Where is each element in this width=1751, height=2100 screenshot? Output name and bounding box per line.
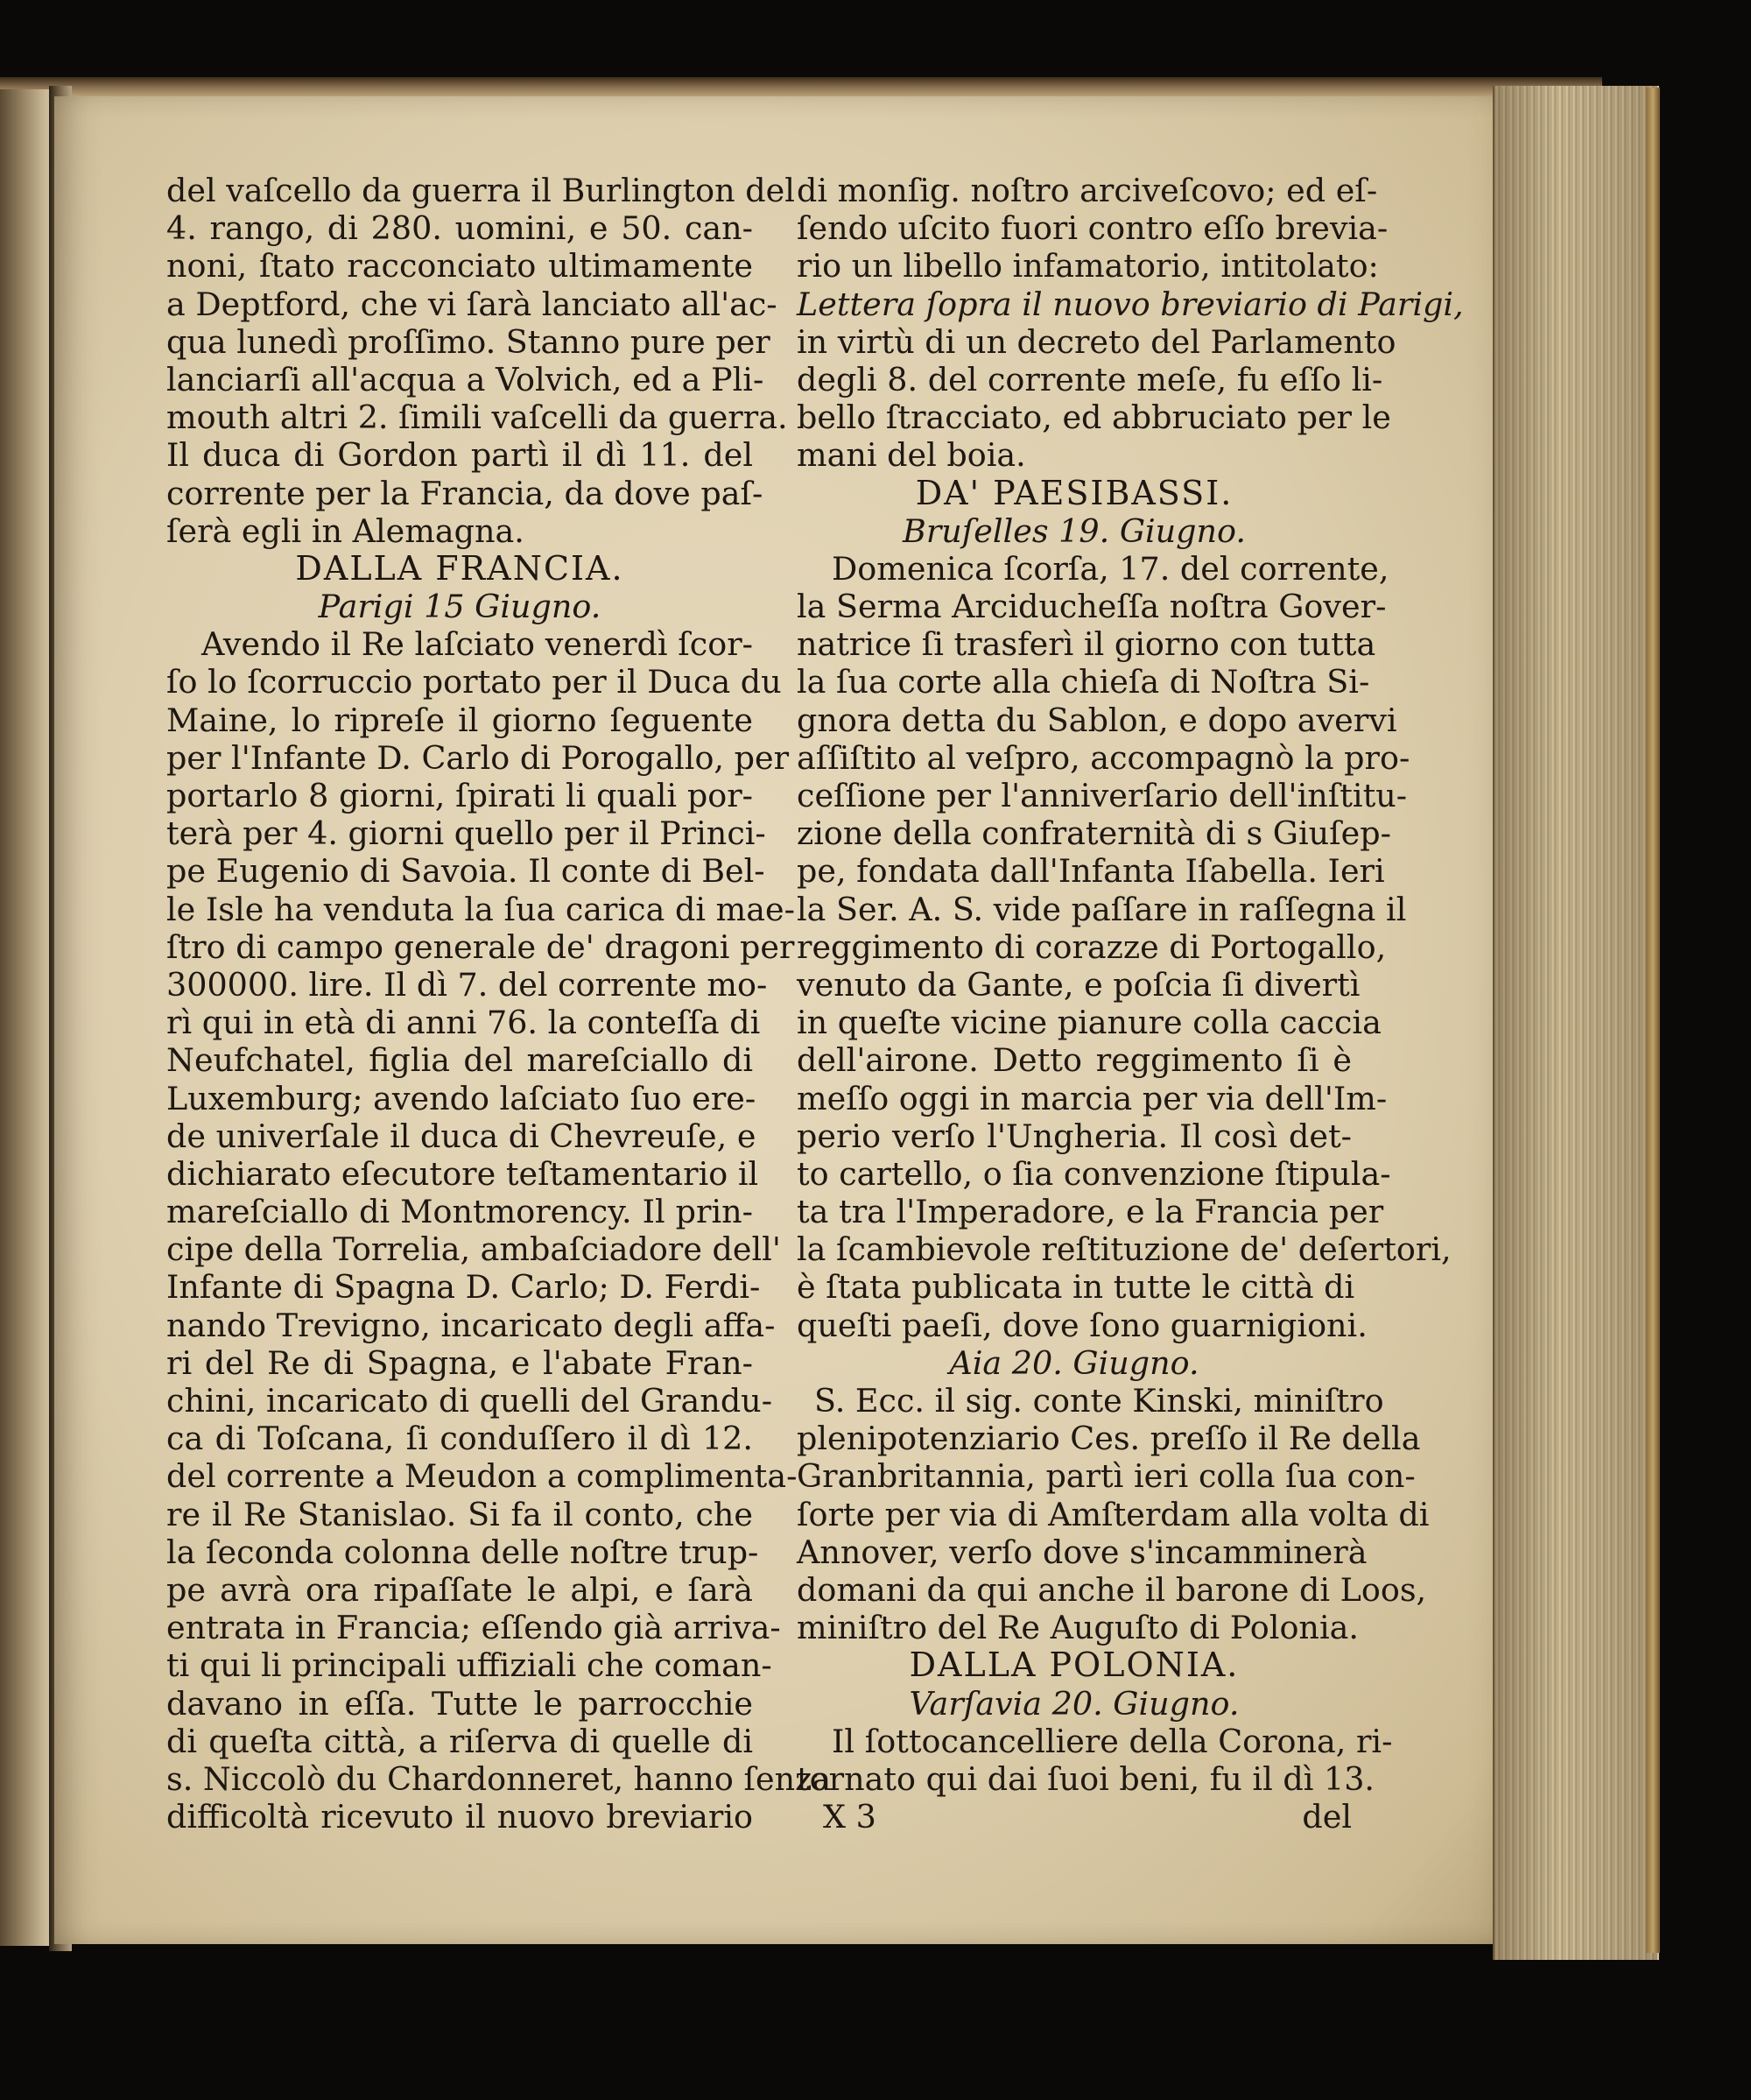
text-line: nando Trevigno, incaricato degli affa- <box>166 1306 776 1344</box>
text-line: noni, ſtato racconciato ultimamente <box>166 247 753 285</box>
text-line: s. Niccolò du Chardonneret, hanno ſenza <box>166 1759 832 1798</box>
text-line: S. Ecc. il sig. conte Kinski, miniſtro <box>814 1382 1384 1420</box>
text-line: 300000. lire. Il dì 7. del corrente mo- <box>166 965 768 1004</box>
text-line: Annover, verſo dove s'incamminerà <box>797 1533 1368 1571</box>
text-line: pe Eugenio di Savoia. Il conte di Bel- <box>166 852 765 891</box>
text-line: mouth altri 2. ſimili vaſcelli da guerra. <box>166 398 788 437</box>
text-line: di queſta città, a riſerva di quelle di <box>166 1722 753 1760</box>
text-line: gnora detta du Sablon, e dopo avervi <box>797 701 1397 739</box>
catchword: del <box>1302 1798 1352 1836</box>
text-line: mani del boia. <box>797 436 1026 475</box>
right-text-column <box>797 172 1464 1836</box>
text-line: Il duca di Gordon partì il dì 11. del <box>166 436 753 475</box>
dateline: Parigi 15 Giugno. <box>318 588 601 626</box>
cover-edge <box>1646 88 1660 1953</box>
text-line: in queſte vicine pianure colla caccia <box>797 1004 1382 1042</box>
text-line: Il ſottocancelliere della Corona, ri- <box>832 1722 1393 1760</box>
text-line: difficoltà ricevuto il nuovo breviario <box>166 1798 753 1836</box>
text-line: lanciarſi all'acqua a Volvich, ed a Pli- <box>166 360 764 398</box>
text-line: chini, incaricato di quelli del Grandu- <box>166 1382 773 1420</box>
text-line: ri del Re di Spagna, e l'abate Fran- <box>166 1343 753 1382</box>
text-line: mareſciallo di Montmorency. Il prin- <box>166 1193 753 1231</box>
text-line: ſo lo ſcorruccio portato per il Duca du <box>166 663 782 701</box>
text-line: è ſtata publicata in tutte le città di <box>797 1268 1355 1307</box>
page-footer-line <box>797 1798 1352 1836</box>
text-line: ſendo uſcito fuori contro eſſo brevia- <box>797 209 1389 248</box>
text-line: Maine, lo ripreſe il giorno ſeguente <box>166 701 753 739</box>
text-line: davano in eſſa. Tutte le parrocchie <box>166 1684 753 1723</box>
text-line: la Serma Arciducheſſa noſtra Gover- <box>797 588 1387 626</box>
text-line: miniſtro del Re Auguſto di Polonia. <box>797 1609 1359 1647</box>
text-line: Lettera ſopra il nuovo breviario di Parigi, <box>797 285 1464 323</box>
text-line: pe avrà ora ripaſſate le alpi, e ſarà <box>166 1570 753 1609</box>
section-heading: DALLA FRANCIA. <box>295 548 624 588</box>
text-line: plenipotenziario Ces. preſſo il Re della <box>797 1420 1421 1458</box>
text-line: dichiarato eſecutore teſtamentario il <box>166 1154 759 1193</box>
text-line: ſerà egli in Alemagna. <box>166 511 524 550</box>
text-line: ca di Toſcana, ſi conduſſero il dì 12. <box>166 1420 753 1458</box>
text-line: ti qui li principali uffiziali che coman- <box>166 1646 772 1685</box>
dateline: Bruſelles 19. Giugno. <box>903 511 1246 550</box>
text-line: di monſig. noſtro arciveſcovo; ed eſ- <box>797 172 1378 209</box>
text-line: per l'Infante D. Carlo di Porogallo, per <box>166 738 790 777</box>
text-line: dell'airone. Detto reggimento ſi è <box>797 1041 1352 1080</box>
text-line: portarlo 8 giorni, ſpirati li quali por- <box>166 777 753 814</box>
text-line: queſti paeſi, dove ſono guarnigioni. <box>797 1306 1368 1344</box>
text-line: la ſcambievole reſtituzione de' deſertori, <box>797 1230 1452 1269</box>
text-line: bello ſtracciato, ed abbruciato per le <box>797 398 1391 437</box>
text-line: corrente per la Francia, da dove paſ- <box>166 474 763 512</box>
text-line: la ſeconda colonna delle noſtre trup- <box>166 1533 759 1571</box>
text-line: la ſua corte alla chieſa di Noſtra Si- <box>797 663 1370 701</box>
previous-page-edge <box>0 89 54 1946</box>
page-stack-shade <box>1493 86 1657 1960</box>
text-line: natrice ſi trasferì il giorno con tutta <box>797 625 1376 664</box>
text-line: entrata in Francia; eſſendo già arriva- <box>166 1609 781 1647</box>
text-line: ſtro di campo generale de' dragoni per <box>166 927 795 966</box>
text-line: Domenica ſcorſa, 17. del corrente, <box>832 549 1389 588</box>
text-line: meſſo oggi in marcia per via dell'Im- <box>797 1079 1388 1117</box>
text-line: terà per 4. giorni quello per il Princi- <box>166 814 766 853</box>
text-line: 4. rango, di 280. uomini, e 50. can- <box>166 209 753 248</box>
text-line: a Deptford, che vi ſarà lanciato all'ac- <box>166 285 777 323</box>
text-line: del corrente a Meudon a complimenta- <box>166 1457 798 1496</box>
text-line: to cartello, o ſia convenzione ſtipula- <box>797 1154 1391 1193</box>
text-line: ſorte per via di Amſterdam alla volta di <box>797 1495 1430 1533</box>
dateline: Aia 20. Giugno. <box>949 1343 1199 1382</box>
text-line: re il Re Stanislao. Si fa il conto, che <box>166 1495 753 1533</box>
left-text-column <box>166 172 832 1836</box>
text-line: ceſſione per l'anniverſario dell'inſtitu- <box>797 777 1408 814</box>
text-line: Luxemburg; avendo laſciato ſuo ere- <box>166 1079 756 1117</box>
text-line: Avendo il Re laſciato venerdì ſcor- <box>201 625 753 664</box>
text-line: Granbritannia, partì ieri colla ſua con- <box>797 1457 1416 1496</box>
dateline: Varſavia 20. Giugno. <box>909 1684 1240 1723</box>
text-line: ta tra l'Imperadore, e la Francia per <box>797 1193 1384 1231</box>
text-line: Infante di Spagna D. Carlo; D. Ferdi- <box>166 1268 761 1307</box>
text-line: del vaſcello da guerra il Burlington del <box>166 172 795 209</box>
text-line: rio un libello infamatorio, intitolato: <box>797 247 1379 285</box>
text-line: le Isle ha venduta la ſua carica di mae- <box>166 890 795 928</box>
text-line: aſſiſtito al veſpro, accompagnò la pro- <box>797 738 1410 777</box>
signature-mark: X 3 <box>823 1798 876 1836</box>
text-line: zione della confraternità di s Giuſep- <box>797 814 1391 853</box>
text-line: in virtù di un decreto del Parlamento <box>797 322 1396 361</box>
text-line: tornato qui dai ſuoi beni, fu il dì 13. <box>797 1759 1375 1798</box>
text-line: pe, fondata dall'Infanta Iſabella. Ieri <box>797 852 1385 891</box>
text-line: Neufchatel, figlia del mareſciallo di <box>166 1041 753 1080</box>
text-line: degli 8. del corrente meſe, fu eſſo li- <box>797 360 1383 398</box>
text-line: reggimento di corazze di Portogallo, <box>797 927 1387 966</box>
text-line: de univerſale il duca di Chevreuſe, e <box>166 1117 756 1155</box>
text-line: rì qui in età di anni 76. la conteſſa di <box>166 1004 761 1042</box>
text-line: cipe della Torrelia, ambaſciadore dell' <box>166 1230 781 1269</box>
text-line: perio verſo l'Ungheria. Il così det- <box>797 1117 1352 1155</box>
section-heading: DA' PAESIBASSI. <box>915 473 1234 512</box>
section-heading: DALLA POLONIA. <box>909 1645 1240 1685</box>
text-line: venuto da Gante, e poſcia ſi divertì <box>797 965 1361 1004</box>
text-line: domani da qui anche il barone di Loos, <box>797 1570 1427 1609</box>
text-line: qua lunedì proſſimo. Stanno pure per <box>166 322 770 361</box>
text-line: la Ser. A. S. vide paſſare in raſſegna il <box>797 890 1407 928</box>
